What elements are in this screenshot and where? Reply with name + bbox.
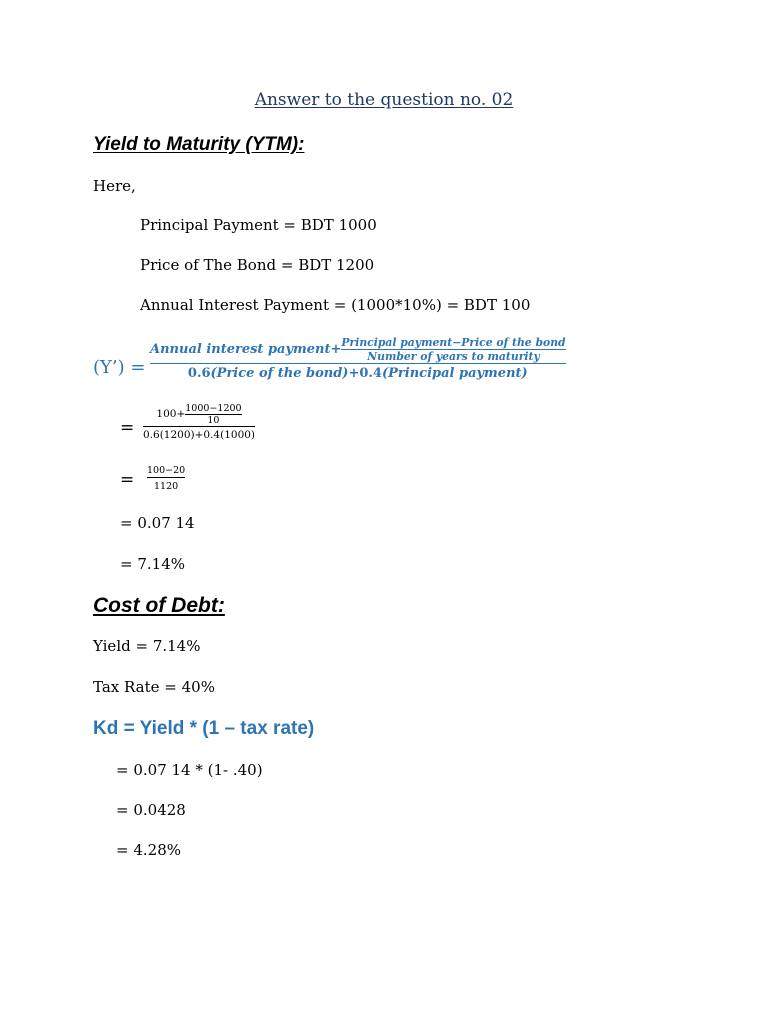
step2-denominator: 1120 <box>147 477 185 493</box>
step1-sub-denominator: 10 <box>185 414 241 426</box>
ytm-heading: Yield to Maturity (YTM): <box>93 134 305 155</box>
ytm-formula-fraction <box>150 336 566 382</box>
given-annual-interest: Annual Interest Payment = (1000*10%) = BDT 100 <box>140 296 531 314</box>
step2-fraction <box>147 465 185 493</box>
denominator-coef-1: 0.6 <box>187 366 211 381</box>
kd-step-1: = 0.07 14 * (1- .40) <box>116 761 263 779</box>
kd-step-3: = 4.28% <box>116 841 181 859</box>
step2-equals: = <box>120 470 135 490</box>
ytm-formula-numerator <box>150 336 566 363</box>
step1-sub-fraction <box>185 403 241 426</box>
sub-fraction-denominator: Number of years to maturity <box>341 349 565 363</box>
kd-step-2: = 0.0428 <box>116 801 186 819</box>
step1-sub-numerator: 1000−1200 <box>185 403 242 414</box>
tax-rate-value: Tax Rate = 40% <box>93 678 215 696</box>
step4-result: = 7.14% <box>120 555 185 573</box>
intro-text: Here, <box>93 177 136 195</box>
yield-value: Yield = 7.14% <box>93 637 201 655</box>
denominator-term-1: (Price of the bond)+ <box>210 366 360 381</box>
step1-equals: = <box>120 418 135 438</box>
cost-of-debt-heading: Cost of Debt: <box>93 594 225 617</box>
step1-numerator <box>156 403 241 426</box>
ytm-formula-lhs: (Y’) = <box>93 357 146 378</box>
step1-numerator-lead: 100+ <box>156 408 186 420</box>
sub-fraction-numerator: Principal payment−Price of the bond <box>341 336 566 349</box>
step2-numerator: 100−20 <box>147 465 186 476</box>
denominator-coef-2: 0.4 <box>359 366 382 381</box>
step3-result: = 0.07 14 <box>120 514 195 532</box>
given-principal-payment: Principal Payment = BDT 1000 <box>140 216 377 234</box>
page-title: Answer to the question no. 02 <box>254 90 514 110</box>
numerator-sub-fraction <box>341 336 565 363</box>
denominator-term-2: (Principal payment) <box>381 366 528 381</box>
numerator-lead-term: Annual interest payment+ <box>150 341 342 357</box>
ytm-formula-denominator <box>150 363 566 382</box>
kd-formula: Kd = Yield * (1 – tax rate) <box>93 718 315 739</box>
step1-fraction <box>143 403 255 442</box>
given-bond-price: Price of The Bond = BDT 1200 <box>140 256 375 274</box>
step1-denominator: 0.6(1200)+0.4(1000) <box>143 426 255 442</box>
